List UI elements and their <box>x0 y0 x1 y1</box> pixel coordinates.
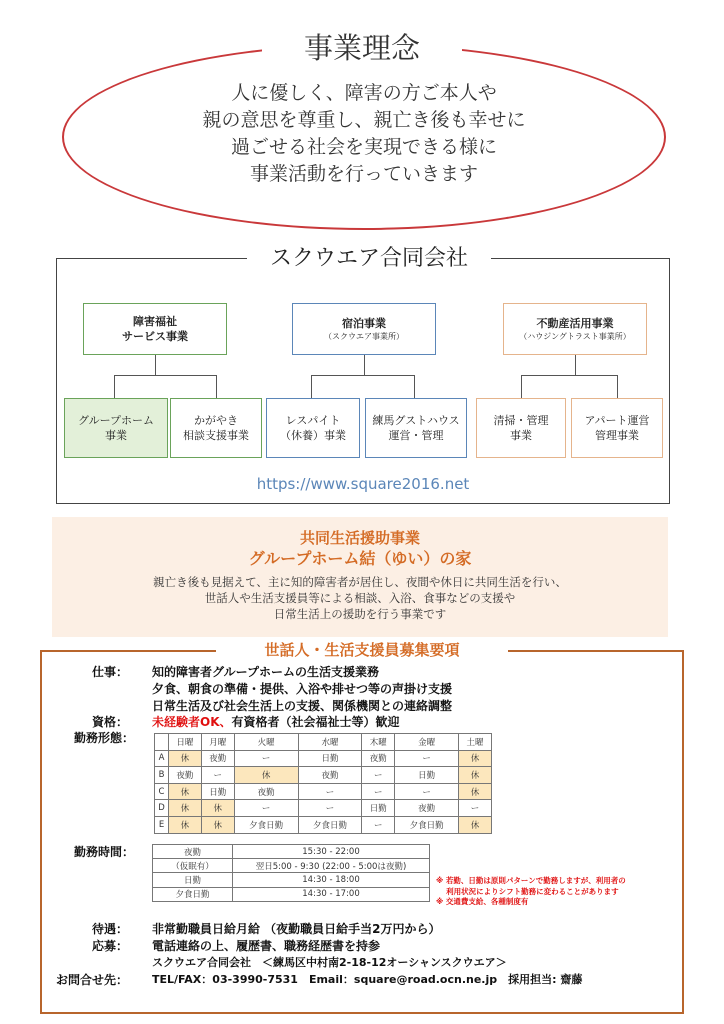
philosophy-title: 事業理念 <box>262 22 462 74</box>
note-line: ※ 若勤、日勤は原則パターンで勤務しますが、利用者の <box>436 876 626 885</box>
hours-type: 日勤 <box>153 873 233 887</box>
shift-cell: ー <box>362 783 395 800</box>
philosophy-text <box>100 80 628 188</box>
shift-row <box>155 767 492 784</box>
shift-cell: 休 <box>169 783 202 800</box>
treatment-label: 待遇： <box>91 922 128 936</box>
division-realestate-sub: （ハウジングトラスト事業所） <box>519 332 631 341</box>
recruitment-title: 世話人・生活支援員募集要項 <box>216 638 508 662</box>
description-line: 世話人や生活支援員等による相談、入浴、食事などの支援や <box>204 591 516 605</box>
shift-cell: 休 <box>169 750 202 767</box>
shift-row <box>155 816 492 833</box>
qualification-rest: 有資格者（社会福祉士等）歓迎 <box>231 715 400 729</box>
hours-row <box>153 873 430 887</box>
shift-label: 勤務形態： <box>73 731 134 745</box>
hours-type: 夜勤 <box>153 845 233 859</box>
service-cleaning-label: 清掃・管理 事業 <box>493 414 549 442</box>
company-name: スクウエア合同会社 <box>247 244 491 274</box>
qualification-text <box>152 714 400 730</box>
shift-cell: ー <box>234 800 298 817</box>
contact-label: お問合せ先： <box>55 973 128 987</box>
shift-cell: 休 <box>234 767 298 784</box>
hours-time: 14:30 - 17:00 <box>233 887 430 901</box>
shift-key: E <box>155 816 169 833</box>
shift-cell: 夕食日勤 <box>395 816 459 833</box>
shift-cell: ー <box>234 750 298 767</box>
contact-text[interactable]: TEL/FAX：03-3990-7531 Email：square@road.ocn.ne.jp 採用担当: 齋藤 <box>152 973 583 986</box>
shift-cell: 夜勤 <box>362 750 395 767</box>
hours-time: 15:30 - 22:00 <box>233 845 430 859</box>
service-respite <box>266 398 360 458</box>
shift-key: D <box>155 800 169 817</box>
apply-line: 電話連絡の上、履歴書、職務経歴書を持参 <box>152 939 381 953</box>
shift-cell: 夜勤 <box>298 767 362 784</box>
day-header: 月曜 <box>201 734 234 751</box>
connector-line <box>311 375 312 398</box>
connector-line <box>216 375 217 398</box>
shift-cell: ー <box>362 816 395 833</box>
qualification-label: 資格： <box>91 715 128 729</box>
connector-line <box>414 375 415 398</box>
connector-line <box>155 355 156 375</box>
day-header: 水曜 <box>298 734 362 751</box>
hours-type: 夕食日勤 <box>153 887 233 901</box>
service-guesthouse-label: 練馬グストハウス 運営・管理 <box>372 414 460 442</box>
job-line: 知的障害者グループホームの生活支援業務 <box>152 665 380 679</box>
apply-line: スクウエア合同会社 ＜練馬区中村南2-18-12オーシャンスクウエア＞ <box>152 956 507 969</box>
shift-cell: 休 <box>201 800 234 817</box>
shift-cell: ー <box>395 783 459 800</box>
job-line: 夕食、朝食の準備・提供、入浴や排せつ等の声掛け支援 <box>152 682 453 696</box>
connector-line <box>311 375 414 376</box>
division-lodging-sub: （スクウエア事業所） <box>324 332 404 341</box>
shift-cell: 夕食日勤 <box>234 816 298 833</box>
hours-label: 勤務時間： <box>73 845 134 859</box>
shift-cell: 休 <box>201 816 234 833</box>
shift-cell: ー <box>395 750 459 767</box>
shift-cell: 夜勤 <box>395 800 459 817</box>
shift-cell: ー <box>201 767 234 784</box>
shift-cell: 日勤 <box>395 767 459 784</box>
description-line: 親亡き後も見据えて、主に知的障害者が居住し、夜間や休日に共同生活を行い、 <box>153 575 567 589</box>
shift-cell: 夕食日勤 <box>298 816 362 833</box>
philosophy-line: 親の意思を尊重し、親亡き後も幸せに <box>202 109 526 131</box>
job-line: 日常生活及び社会生活上の支援、関係機関との連絡調整 <box>152 699 453 713</box>
service-apartment <box>571 398 663 458</box>
connector-line <box>575 355 576 375</box>
service-group-home-label: グループホーム 事業 <box>77 414 155 442</box>
shift-cell: 休 <box>459 767 492 784</box>
shift-key: A <box>155 750 169 767</box>
shift-cell: 休 <box>459 750 492 767</box>
philosophy-line: 人に優しく、障害の方ご本人や <box>231 82 497 104</box>
shift-header-row <box>155 734 492 751</box>
job-label: 仕事： <box>91 665 128 679</box>
service-consultation-label: かがやき 相談支援事業 <box>183 414 249 442</box>
shift-cell: ー <box>298 800 362 817</box>
connector-line <box>617 375 618 398</box>
hours-row <box>153 845 430 859</box>
division-realestate-label: 不動産活用事業 <box>536 317 614 330</box>
hours-type: （仮眠有） <box>153 859 233 873</box>
shift-cell: ー <box>459 800 492 817</box>
connector-line <box>114 375 115 398</box>
hours-notes <box>436 876 626 908</box>
shift-cell: ー <box>362 767 395 784</box>
division-welfare-label: 障害福祉 サービス事業 <box>122 315 188 343</box>
hours-table <box>152 844 430 902</box>
connector-line <box>521 375 617 376</box>
shift-key: C <box>155 783 169 800</box>
apply-label: 応募： <box>91 939 128 953</box>
shift-table <box>154 733 492 834</box>
shift-key: B <box>155 767 169 784</box>
shift-cell: 日勤 <box>298 750 362 767</box>
note-line: 利用状況によりシフト勤務に変わることがあります <box>436 886 619 896</box>
hours-row <box>153 887 430 901</box>
qualification-highlight: 未経験者OK、 <box>152 715 232 729</box>
shift-cell: 夜勤 <box>169 767 202 784</box>
connector-line <box>114 375 216 376</box>
hours-row <box>153 859 430 873</box>
service-guesthouse <box>365 398 467 458</box>
shift-corner-cell <box>155 734 169 751</box>
org-chart-frame <box>56 258 670 504</box>
description-line: 日常生活上の援助を行う事業です <box>273 607 447 621</box>
service-cleaning <box>476 398 566 458</box>
day-header: 金曜 <box>395 734 459 751</box>
philosophy-line: 過ごせる社会を実現できる様に <box>230 136 497 158</box>
shift-cell: ー <box>298 783 362 800</box>
shift-cell: 日勤 <box>201 783 234 800</box>
shift-cell: 夜勤 <box>201 750 234 767</box>
hours-time: 14:30 - 18:00 <box>233 873 430 887</box>
shift-cell: 休 <box>169 800 202 817</box>
group-home-description <box>62 574 658 622</box>
service-group-home <box>64 398 168 458</box>
shift-row <box>155 800 492 817</box>
day-header: 日曜 <box>169 734 202 751</box>
shift-row <box>155 750 492 767</box>
shift-cell: 休 <box>459 783 492 800</box>
philosophy-line: 事業活動を行っていきます <box>249 163 478 185</box>
division-lodging-label: 宿泊事業 <box>342 317 386 330</box>
shift-cell: 休 <box>169 816 202 833</box>
connector-line <box>521 375 522 398</box>
treatment-text: 非常勤職員日給月給 （夜勤職員日給手当2万円から） <box>152 922 441 936</box>
note-line: ※ 交通費支給、各種制度有 <box>436 897 529 906</box>
group-home-title-1: 共同生活援助事業 <box>299 529 420 547</box>
shift-cell: 日勤 <box>362 800 395 817</box>
hours-time: 翌日5:00 - 9:30 (22:00 - 5:00は夜勤) <box>233 859 430 873</box>
shift-cell: 夜勤 <box>234 783 298 800</box>
service-apartment-label: アパート運営 管理事業 <box>584 414 650 442</box>
group-home-title-2: グループホーム結（ゆい）の家 <box>248 549 472 568</box>
connector-line <box>364 355 365 375</box>
day-header: 土曜 <box>459 734 492 751</box>
shift-cell: 休 <box>459 816 492 833</box>
division-welfare <box>83 303 227 355</box>
division-lodging <box>292 303 436 355</box>
company-url-link[interactable]: https://www.square2016.net <box>256 475 470 493</box>
division-realestate <box>503 303 647 355</box>
group-home-section <box>52 517 668 637</box>
shift-row <box>155 783 492 800</box>
day-header: 木曜 <box>362 734 395 751</box>
day-header: 火曜 <box>234 734 298 751</box>
service-respite-label: レスパイト （休養）事業 <box>280 414 346 442</box>
service-consultation <box>170 398 262 458</box>
